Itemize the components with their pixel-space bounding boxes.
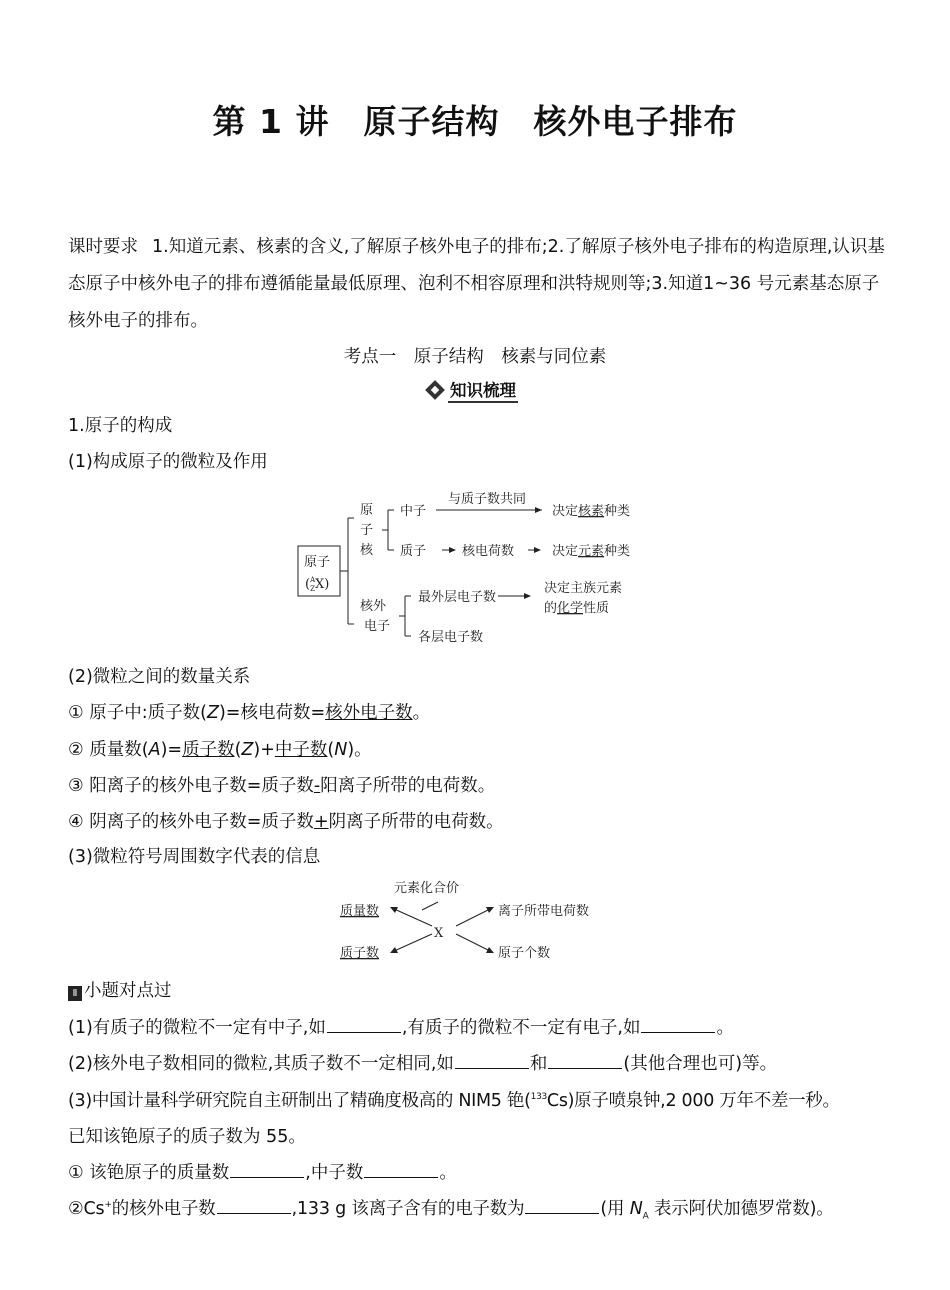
answer-blank[interactable] [230,1163,304,1178]
valence-label: 元素化合价 [394,881,460,896]
diamond-icon [425,380,445,400]
practice-heading: Ⅱ 小题对点过 [68,977,172,1002]
decide-element-label: 决定元素种类 [552,544,631,559]
subheading-symbol-info: (3)微粒符号周围数字代表的信息 [68,847,321,867]
electron-label-2: 电子 [364,619,391,634]
chem-property-label: 的化学性质 [544,601,610,616]
page-title: 第 1 讲 原子结构 核外电子排布 [212,102,738,141]
question-3-context: 已知该铯原子的质子数为 55。 [68,1127,306,1147]
proton-label: 质子 [400,544,427,559]
answer-blank[interactable] [364,1163,438,1178]
nuclear-charge-label: 核电荷数 [462,544,515,559]
ion-charge-label: 离子所带电荷数 [498,904,590,919]
question-3-1: ① 该铯原子的质量数 ,中子数 。 [68,1163,457,1183]
practice-icon: Ⅱ [68,986,82,1001]
element-symbol: X [434,926,444,941]
badge-label: 知识梳理 [448,377,518,403]
decide-nuclide-label: 决定核素种类 [552,504,631,519]
atom-count-label: 原子个数 [498,946,551,961]
electron-label-1: 核外 [360,599,387,614]
answer-blank[interactable] [525,1199,599,1214]
atom-label: 原子 [304,555,331,570]
decide-group-label: 决定主族元素 [544,581,623,596]
course-requirements [68,229,886,340]
proton-number-label: 质子数 [340,946,380,961]
question-1: (1)有质子的微粒不一定有中子,如 ,有质子的微粒不一定有电子,如 。 [68,1018,734,1038]
knowledge-badge [424,378,518,402]
relation-3: ③ 阳离子的核外电子数=质子数-阳离子所带的电荷数。 [68,776,496,796]
nucleus-char-1: 原 [360,503,374,518]
section-title: 考点一 原子结构 核素与同位素 [343,347,607,367]
relation-2: ② 质量数(A)=质子数(Z)+中子数(N)。 [68,740,372,760]
layer-electrons-label: 各层电子数 [418,630,484,645]
question-2: (2)核外电子数相同的微粒,其质子数不一定相同,如 和 (其他合理也可)等。 [68,1054,778,1074]
mass-number-label: 质量数 [340,904,380,919]
question-3: (3)中国计量科学研究院自主研制出了精确度极高的 NIM5 铯($^{133}$Cs)原子喷泉钟,2 000 万年不差一秒。 [68,1091,840,1111]
answer-blank[interactable] [641,1018,715,1033]
heading-atom-composition: 1.原子的构成 [68,416,173,436]
neutron-label: 中子 [400,504,427,519]
nucleus-char-2: 子 [360,523,374,538]
atom-symbol: ($^A$ ZX) [305,576,330,593]
answer-blank[interactable] [548,1054,622,1069]
relation-4: ④ 阴离子的核外电子数=质子数+阴离子所带的电荷数。 [68,812,504,832]
answer-blank[interactable] [327,1018,401,1033]
outer-electrons-label: 最外层电子数 [418,590,497,605]
relation-1: ① 原子中:质子数(Z)=核电荷数=核外电子数。 [68,703,431,723]
particle-symbol-diagram [330,878,620,966]
with-proton-label: 与质子数共同 [448,492,527,507]
atom-structure-diagram [290,488,660,650]
question-3-2: ②Cs+的核外电子数 ,133 g 该离子含有的电子数为 (用 $N_A$ 表示阿伏加德罗常数)。 [68,1199,834,1222]
subheading-particles: (1)构成原子的微粒及作用 [68,452,268,472]
subheading-relations: (2)微粒之间的数量关系 [68,667,251,687]
nucleus-char-3: 核 [360,543,374,558]
requirements-label: 课时要求 [68,237,138,257]
requirements-text: 1.知道元素、核素的含义,了解原子核外电子的排布;2.了解原子核外电子排布的构造原理,认识基态原子中核外电子的排布遵循能量最低原理、泡利不相容原理和洪特规则等;3.知道1~36 号元素基态原子核外电子的排布。 [68,237,885,331]
answer-blank[interactable] [455,1054,529,1069]
answer-blank[interactable] [217,1199,291,1214]
